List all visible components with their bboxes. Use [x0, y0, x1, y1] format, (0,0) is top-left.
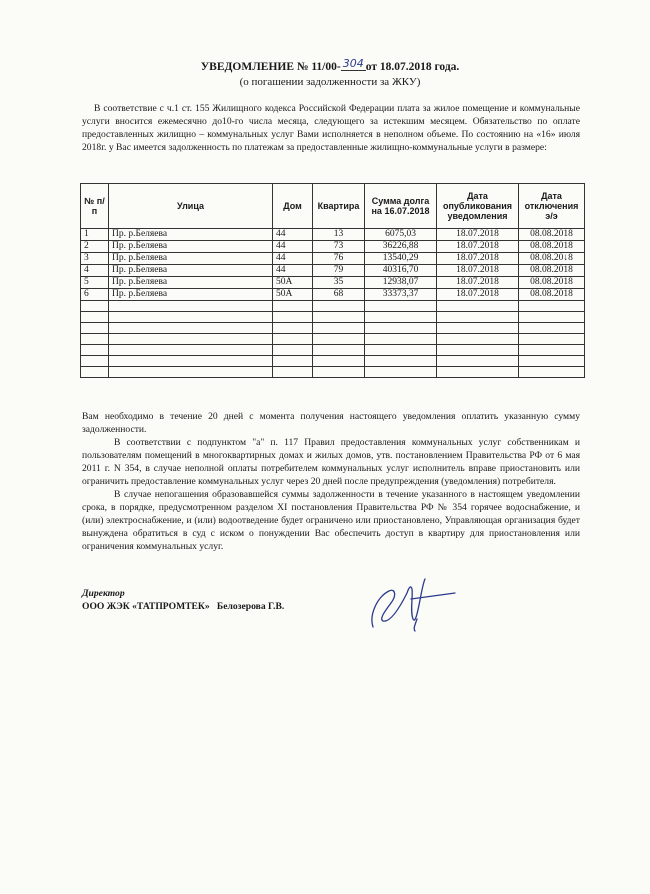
signer-name: Белозерова Г.В. — [216, 601, 285, 612]
cell-publish-date: 18.07.2018 — [437, 253, 519, 265]
cell-disconnect-date: 08.08.2018 — [519, 265, 585, 277]
header-num: № п/п — [81, 184, 109, 229]
cell-house: 50А — [273, 289, 313, 301]
cell-disconnect-date: 08.08.2018 — [519, 229, 585, 241]
handwritten-signature — [355, 575, 465, 635]
cell-street: Пр. р.Беляева — [109, 289, 273, 301]
cell-house: 44 — [273, 241, 313, 253]
cell-num: 6 — [81, 289, 109, 301]
table-row — [81, 277, 585, 289]
cell-street: Пр. р.Беляева — [109, 277, 273, 289]
cell-disconnect-date: 08.08.20↓8 — [519, 253, 585, 265]
title-prefix: УВЕДОМЛЕНИЕ № 11/00- — [200, 61, 341, 73]
cell-publish-date: 18.07.2018 — [437, 289, 519, 301]
cell-disconnect-date: 08.08.2018 — [519, 241, 585, 253]
cell-house: 44 — [273, 265, 313, 277]
empty-row — [81, 356, 585, 367]
header-publish-date: Дата опубликования уведомления — [437, 184, 519, 229]
cell-apartment: 73 — [313, 241, 365, 253]
signer-position: Директор — [82, 588, 125, 599]
table-row — [81, 241, 585, 253]
cell-street: Пр. р.Беляева — [109, 241, 273, 253]
cell-publish-date: 18.07.2018 — [437, 229, 519, 241]
cell-publish-date: 18.07.2018 — [437, 265, 519, 277]
cell-disconnect-date: 08.08.2018 — [519, 289, 585, 301]
notice-subtitle: (о погашении задолженности за ЖКУ) — [239, 76, 421, 88]
cell-apartment: 35 — [313, 277, 365, 289]
cell-num: 3 — [81, 253, 109, 265]
cell-debt: 12938,07 — [365, 277, 437, 289]
cell-apartment: 13 — [313, 229, 365, 241]
cell-debt: 36226,88 — [365, 241, 437, 253]
rules-paragraph: В соответствии с подпунктом "а" п. 117 Правил предоставления коммунальных услуг собственникам и пользователям помещений в многоквартирных домах и жилых домов, утв. постановлением Правительства РФ от 6 мая 2011 г. N 354, в случае неполной оплаты потребителем коммунальных услуг исполнитель вправе приостановить или ограничить предоставление коммунальных услуг через 20 дней после предупреждения (уведомления) потребителя. — [82, 437, 580, 487]
empty-row — [81, 301, 585, 312]
empty-row — [81, 312, 585, 323]
empty-row — [81, 334, 585, 345]
cell-debt: 6075,03 — [365, 229, 437, 241]
consequences-paragraph: В случае непогашения образовавшейся суммы задолженности в течение указанного в настоящем уведомлении срока, в порядке, предусмотренном разделом XI постановления Правительства РФ № 354 горячее водоснабжение, и (или) электроснабжение, и (или) водоотведение будет ограничено или приостановлено, Управляющая организация будет вынуждена обратиться в суд с иском о понуждении Вас обеспечить доступ в квартиру для приостановления или ограничения коммунальных услуг. — [82, 489, 580, 552]
cell-num: 5 — [81, 277, 109, 289]
table-header-row — [81, 184, 585, 229]
cell-street: Пр. р.Беляева — [109, 253, 273, 265]
payment-demand-paragraph: Вам необходимо в течение 20 дней с момента получения настоящего уведомления оплатить указанную сумму задолженности. — [82, 411, 580, 435]
cell-house: 50А — [273, 277, 313, 289]
cell-debt: 13540,29 — [365, 253, 437, 265]
header-apartment: Квартира — [313, 184, 365, 229]
cell-apartment: 79 — [313, 265, 365, 277]
header-debt: Сумма долга на 16.07.2018 — [365, 184, 437, 229]
cell-apartment: 76 — [313, 253, 365, 265]
table-row — [81, 229, 585, 241]
cell-publish-date: 18.07.2018 — [437, 277, 519, 289]
cell-house: 44 — [273, 253, 313, 265]
table-row — [81, 265, 585, 277]
empty-row — [81, 345, 585, 356]
debt-table — [80, 183, 585, 378]
handwritten-number: 304 — [342, 57, 364, 70]
header-house: Дом — [273, 184, 313, 229]
cell-apartment: 68 — [313, 289, 365, 301]
cell-debt: 33373,37 — [365, 289, 437, 301]
cell-publish-date: 18.07.2018 — [437, 241, 519, 253]
signature-block — [82, 587, 284, 613]
empty-row — [81, 323, 585, 334]
cell-street: Пр. р.Беляева — [109, 229, 273, 241]
cell-debt: 40316,70 — [365, 265, 437, 277]
cell-street: Пр. р.Беляева — [109, 265, 273, 277]
table-row — [81, 289, 585, 301]
intro-text: В соответствие с ч.1 ст. 155 Жилищного кодекса Российской Федерации плата за жилое помещение и коммунальные услуги вносится ежемесячно до10-го числа месяца, следующего за истекшим месяцем. Обязательство по оплате предоставленных жилищно – коммунальных услуг Вами исполняется в неполном объеме. По состоянию на «16» июля 2018г. у Вас имеется задолженность по платежам за предоставленные жилищно-коммунальные услуги в размере: — [82, 103, 580, 153]
intro-paragraph — [82, 102, 580, 154]
cell-num: 2 — [81, 241, 109, 253]
signer-organization: ООО ЖЭК «ТАТПРОМТЕК» — [82, 601, 210, 612]
table-row — [81, 253, 585, 265]
signer-line — [82, 600, 284, 613]
empty-row — [81, 367, 585, 378]
title-suffix: от 18.07.2018 года. — [365, 61, 460, 73]
cell-num: 4 — [81, 265, 109, 277]
header-disconnect-date: Дата отключения э/э — [519, 184, 585, 229]
notice-title — [150, 57, 510, 74]
cell-disconnect-date: 08.08.2018 — [519, 277, 585, 289]
body-text — [82, 410, 580, 553]
header-street: Улица — [109, 184, 273, 229]
cell-num: 1 — [81, 229, 109, 241]
cell-house: 44 — [273, 229, 313, 241]
